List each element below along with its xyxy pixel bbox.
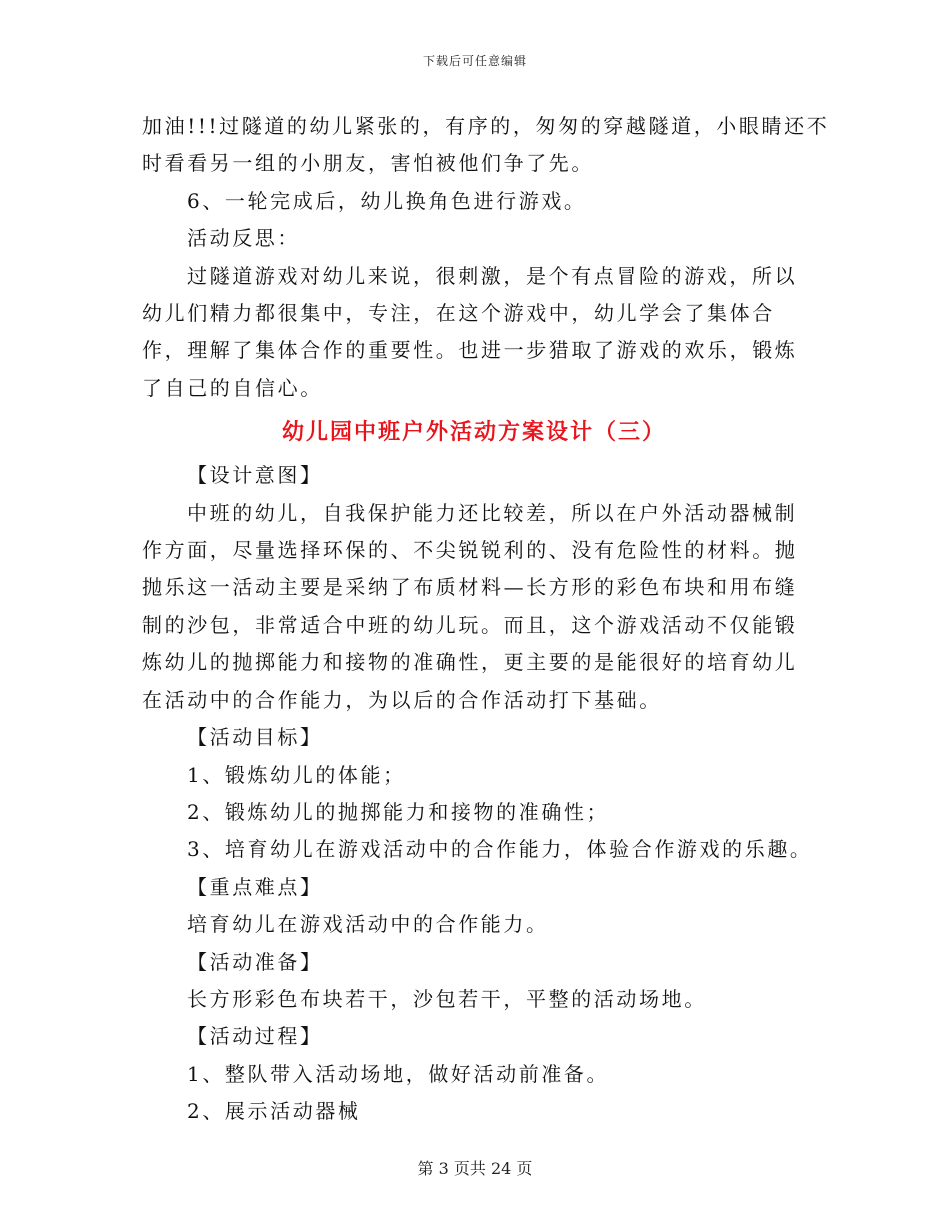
page-header: 下载后可任意编辑 (422, 54, 527, 68)
key-points-text: 培育幼儿在游戏活动中的合作能力。 (187, 912, 549, 937)
process-step: 1、整队带入活动场地，做好活动前准备。 (187, 1061, 610, 1086)
goal-item: 1、锻炼幼儿的体能； (187, 762, 406, 787)
goal-item: 2、锻炼幼儿的抛掷能力和接物的准确性； (187, 799, 610, 824)
design-intent-heading: 【设计意图】 (187, 463, 323, 488)
process-heading: 【活动过程】 (187, 1024, 323, 1049)
continuation-line-1: 加油!!!过隧道的幼儿紧张的，有序的，匆匆的穿越隧道，小眼睛还不 (142, 114, 830, 138)
process-step: 2、展示活动器械 (187, 1099, 361, 1124)
preparation-text: 长方形彩色布块若干，沙包若干，平整的活动场地。 (187, 986, 707, 1011)
goal-item: 3、培育幼儿在游戏活动中的合作能力，体验合作游戏的乐趣。 (187, 837, 813, 862)
goals-heading: 【活动目标】 (187, 725, 323, 750)
step-6: 6、一轮完成后，幼儿换角色进行游戏。 (187, 188, 587, 213)
document-body (142, 108, 830, 1131)
reflection-paragraph: 过隧道游戏对幼儿来说，很刺激，是个有点冒险的游戏，所以幼儿们精力都很集中，专注，在这个游戏中，幼儿学会了集体合作，理解了集体合作的重要性。也进一步猎取了游戏的欢乐，锻炼了自己的自信心。 (142, 263, 798, 400)
design-intent-paragraph: 中班的幼儿，自我保护能力还比较差，所以在户外活动器械制作方面，尽量选择环保的、不尖锐锐利的、没有危险性的材料。抛抛乐这一活动主要是采纳了布质材料—长方形的彩色布块和用布缝制的沙包，非常适合中班的幼儿玩。而且，这个游戏活动不仅能锻炼幼儿的抛掷能力和接物的准确性，更主要的是能很好的培育幼儿在活动中的合作能力，为以后的合作活动打下基础。 (142, 500, 798, 712)
preparation-heading: 【活动准备】 (187, 949, 323, 974)
section-title: 幼儿园中班户外活动方案设计（三） (281, 419, 666, 446)
page-footer: 第 3 页共 24 页 (417, 1159, 533, 1178)
continuation-line-2: 时看看另一组的小朋友，害怕被他们争了先。 (142, 151, 594, 176)
key-points-heading: 【重点难点】 (187, 874, 323, 899)
reflection-heading: 活动反思： (187, 226, 300, 251)
